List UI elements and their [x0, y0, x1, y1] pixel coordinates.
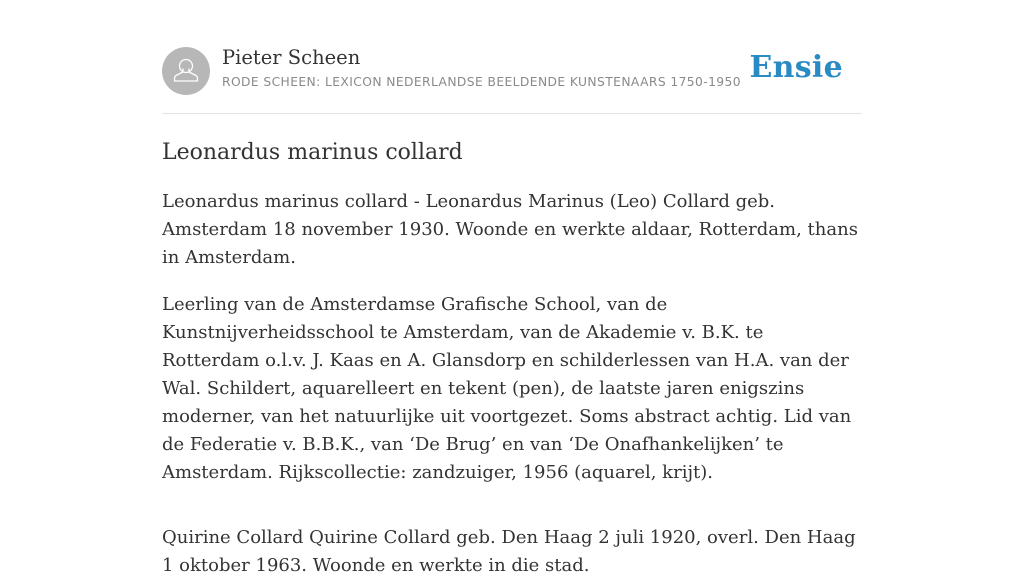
- ensie-logo[interactable]: Ensie: [749, 50, 843, 85]
- article-body: [162, 188, 862, 580]
- article-paragraph: Leonardus marinus collard - Leonardus Marinus (Leo) Collard geb. Amsterdam 18 november 1930. Woonde en werkte aldaar, Rotterdam, thans in Amsterdam.: [162, 191, 858, 268]
- page: [162, 0, 862, 580]
- article-paragraph: Quirine Collard Quirine Collard geb. Den Haag 2 juli 1920, overl. Den Haag 1 oktober 1963. Woonde en werkte in die stad.: [162, 527, 856, 576]
- article-paragraph: Leerling van de Amsterdamse Grafische School, van de Kunstnijverheidsschool te Amsterdam, van de Akademie v. B.K. te Rotterdam o.l.v. J. Kaas en A. Glansdorp en schilderlessen van H.A. van der Wal. Schildert, aquarelleert en tekent (pen), de laatste jaren enigszins moderner, van het natuurlijke uit voortgezet. Soms abstract achtig. Lid van de Federatie v. B.B.K., van ‘De Brug’ en van ‘De Onafhankelijken’ te Amsterdam. Rijkscollectie: zandzuiger, 1956 (aquarel, krijt).: [162, 294, 852, 483]
- author-header: [162, 46, 862, 114]
- article-title: Leonardus marinus collard: [162, 140, 463, 165]
- user-silhouette-icon: [162, 47, 210, 95]
- author-avatar[interactable]: [162, 47, 210, 95]
- author-name[interactable]: Pieter Scheen: [222, 46, 361, 69]
- source-title[interactable]: RODE SCHEEN: LEXICON NEDERLANDSE BEELDENDE KUNSTENAARS 1750-1950: [222, 75, 741, 89]
